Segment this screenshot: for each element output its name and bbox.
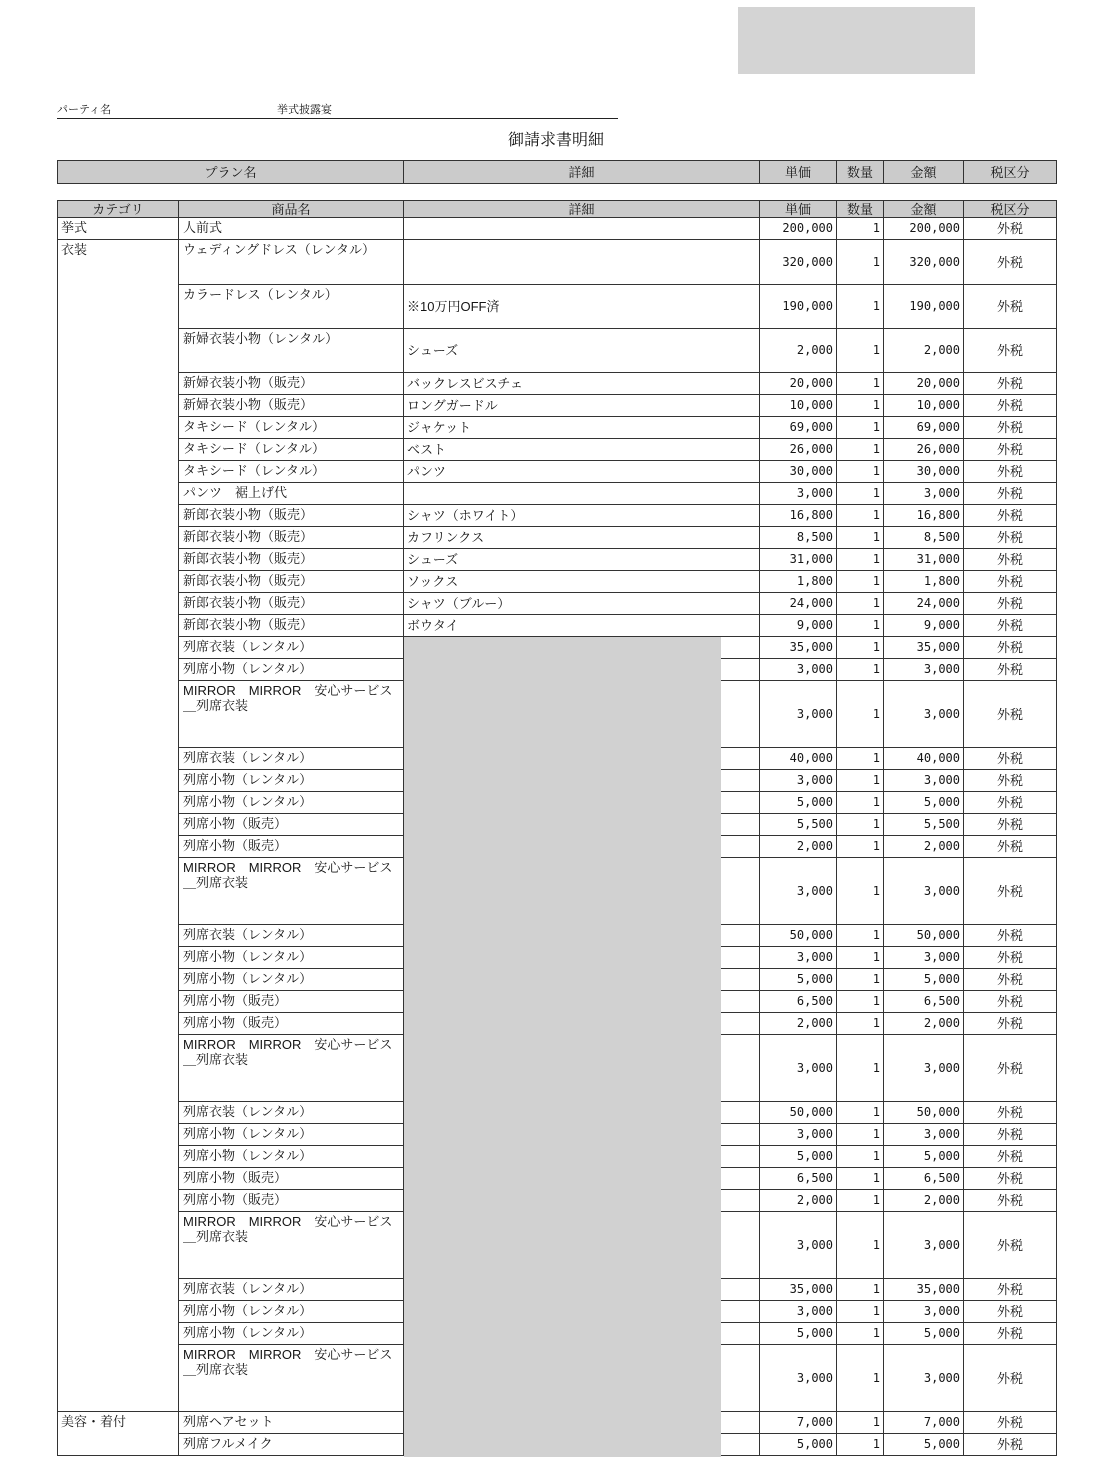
cell-unit-price: 190,000 — [759, 284, 837, 329]
cell-tax-type: 外税 — [963, 769, 1057, 792]
cell-unit-price: 50,000 — [759, 1101, 837, 1124]
cell-tax-type: 外税 — [963, 1189, 1057, 1212]
cell-amount: 3,000 — [883, 1300, 964, 1323]
redaction-block-top — [738, 7, 975, 74]
cell-quantity: 1 — [836, 284, 884, 329]
cell-tax-type: 外税 — [963, 548, 1057, 571]
cell-product-name: 列席小物（販売） — [178, 1012, 404, 1035]
cell-quantity: 1 — [836, 769, 884, 792]
cell-product-name: 列席小物（レンタル） — [178, 1145, 404, 1168]
cell-product-name: 列席小物（販売） — [178, 990, 404, 1013]
cell-amount: 3,000 — [883, 769, 964, 792]
cell-product-name: 列席小物（レンタル） — [178, 1123, 404, 1146]
cell-tax-type: 外税 — [963, 636, 1057, 659]
table-row — [178, 548, 1057, 571]
cell-quantity: 1 — [836, 1012, 884, 1035]
cell-unit-price: 3,000 — [759, 946, 837, 969]
cell-quantity: 1 — [836, 614, 884, 637]
cell-product-name: 列席衣装（レンタル） — [178, 1278, 404, 1301]
cell-amount: 3,000 — [883, 658, 964, 681]
cell-amount: 5,000 — [883, 791, 964, 814]
cell-tax-type: 外税 — [963, 217, 1057, 240]
cell-product-name: カラードレス（レンタル） — [178, 284, 404, 329]
cell-tax-type: 外税 — [963, 835, 1057, 858]
header-tax-type: 税区分 — [963, 200, 1057, 218]
cell-product-name: 列席衣装（レンタル） — [178, 924, 404, 947]
header-unit-price: 単価 — [759, 200, 837, 218]
header-product-name: 商品名 — [178, 200, 404, 218]
cell-quantity: 1 — [836, 438, 884, 461]
cell-tax-type: 外税 — [963, 504, 1057, 527]
cell-tax-type: 外税 — [963, 924, 1057, 947]
cell-quantity: 1 — [836, 680, 884, 748]
cell-product-name: 新婦衣装小物（レンタル） — [178, 328, 404, 373]
cell-unit-price: 40,000 — [759, 747, 837, 770]
cell-amount: 5,000 — [883, 968, 964, 991]
cell-detail: シューズ — [403, 548, 760, 571]
cell-unit-price: 5,500 — [759, 813, 837, 836]
cell-tax-type: 外税 — [963, 438, 1057, 461]
party-name-value: 挙式披露宴 — [277, 104, 332, 116]
cell-unit-price: 31,000 — [759, 548, 837, 571]
cell-unit-price: 8,500 — [759, 526, 837, 549]
cell-quantity: 1 — [836, 1433, 884, 1456]
cell-quantity: 1 — [836, 835, 884, 858]
cell-tax-type: 外税 — [963, 680, 1057, 748]
party-name-line — [57, 102, 618, 119]
table-row — [178, 592, 1057, 615]
cell-detail: ジャケット — [403, 416, 760, 439]
cell-product-name: MIRROR MIRROR 安心サービス ＿列席衣装 — [178, 1344, 404, 1412]
cell-product-name: MIRROR MIRROR 安心サービス ＿列席衣装 — [178, 1034, 404, 1102]
cell-category: 美容・着付 — [57, 1411, 179, 1456]
cell-amount: 40,000 — [883, 747, 964, 770]
cell-product-name: 列席フルメイク — [178, 1433, 404, 1456]
table-row — [178, 460, 1057, 483]
cell-product-name: 列席衣装（レンタル） — [178, 1101, 404, 1124]
cell-unit-price: 1,800 — [759, 570, 837, 593]
cell-tax-type: 外税 — [963, 1012, 1057, 1035]
cell-tax-type: 外税 — [963, 813, 1057, 836]
cell-quantity: 1 — [836, 526, 884, 549]
cell-product-name: 列席小物（販売） — [178, 813, 404, 836]
cell-product-name: 新郎衣装小物（販売） — [178, 614, 404, 637]
cell-detail: ソックス — [403, 570, 760, 593]
cell-product-name: タキシード（レンタル） — [178, 460, 404, 483]
cell-quantity: 1 — [836, 1167, 884, 1190]
cell-product-name: 列席小物（レンタル） — [178, 946, 404, 969]
cell-amount: 3,000 — [883, 857, 964, 925]
cell-tax-type: 外税 — [963, 946, 1057, 969]
cell-quantity: 1 — [836, 1278, 884, 1301]
cell-product-name: 列席小物（レンタル） — [178, 1300, 404, 1323]
cell-amount: 3,000 — [883, 1123, 964, 1146]
table-row — [178, 328, 1057, 373]
cell-amount: 320,000 — [883, 239, 964, 285]
cell-quantity: 1 — [836, 658, 884, 681]
cell-amount: 24,000 — [883, 592, 964, 615]
cell-tax-type: 外税 — [963, 1167, 1057, 1190]
header-quantity: 数量 — [836, 200, 884, 218]
cell-unit-price: 6,500 — [759, 1167, 837, 1190]
cell-quantity: 1 — [836, 1145, 884, 1168]
cell-unit-price: 320,000 — [759, 239, 837, 285]
cell-quantity: 1 — [836, 548, 884, 571]
cell-quantity: 1 — [836, 482, 884, 505]
cell-quantity: 1 — [836, 791, 884, 814]
cell-quantity: 1 — [836, 1189, 884, 1212]
cell-tax-type: 外税 — [963, 747, 1057, 770]
cell-amount: 30,000 — [883, 460, 964, 483]
cell-unit-price: 20,000 — [759, 372, 837, 395]
table-row — [178, 394, 1057, 417]
cell-tax-type: 外税 — [963, 658, 1057, 681]
cell-product-name: ウェディングドレス（レンタル） — [178, 239, 404, 285]
cell-quantity: 1 — [836, 416, 884, 439]
cell-unit-price: 50,000 — [759, 924, 837, 947]
cell-tax-type: 外税 — [963, 791, 1057, 814]
cell-detail: シューズ — [403, 328, 760, 373]
cell-quantity: 1 — [836, 570, 884, 593]
cell-detail: ベスト — [403, 438, 760, 461]
cell-detail: ボウタイ — [403, 614, 760, 637]
cell-tax-type: 外税 — [963, 526, 1057, 549]
cell-quantity: 1 — [836, 946, 884, 969]
plan-header-detail: 詳細 — [403, 160, 760, 184]
table-row — [178, 482, 1057, 505]
cell-quantity: 1 — [836, 592, 884, 615]
cell-detail: ロングガードル — [403, 394, 760, 417]
cell-unit-price: 16,800 — [759, 504, 837, 527]
cell-tax-type: 外税 — [963, 1322, 1057, 1345]
table-row — [178, 239, 1057, 285]
cell-quantity: 1 — [836, 217, 884, 240]
cell-product-name: 列席小物（販売） — [178, 835, 404, 858]
cell-unit-price: 3,000 — [759, 857, 837, 925]
cell-amount: 3,000 — [883, 1344, 964, 1412]
cell-unit-price: 3,000 — [759, 1034, 837, 1102]
cell-tax-type: 外税 — [963, 968, 1057, 991]
cell-tax-type: 外税 — [963, 1034, 1057, 1102]
cell-quantity: 1 — [836, 636, 884, 659]
cell-product-name: MIRROR MIRROR 安心サービス ＿列席衣装 — [178, 680, 404, 748]
cell-amount: 190,000 — [883, 284, 964, 329]
cell-amount: 6,500 — [883, 1167, 964, 1190]
cell-product-name: 新婦衣装小物（販売） — [178, 394, 404, 417]
cell-product-name: 列席小物（レンタル） — [178, 791, 404, 814]
cell-tax-type: 外税 — [963, 1211, 1057, 1279]
cell-product-name: 列席小物（販売） — [178, 1167, 404, 1190]
cell-quantity: 1 — [836, 747, 884, 770]
table-row — [178, 614, 1057, 637]
cell-product-name: タキシード（レンタル） — [178, 416, 404, 439]
cell-unit-price: 7,000 — [759, 1411, 837, 1434]
cell-product-name: 新婦衣装小物（販売） — [178, 372, 404, 395]
cell-unit-price: 5,000 — [759, 1322, 837, 1345]
cell-unit-price: 5,000 — [759, 1433, 837, 1456]
plan-header-unit-price: 単価 — [759, 160, 837, 184]
cell-product-name: 新郎衣装小物（販売） — [178, 592, 404, 615]
cell-detail: シャツ（ブルー） — [403, 592, 760, 615]
cell-tax-type: 外税 — [963, 1411, 1057, 1434]
party-name-label: パーティ名 — [57, 104, 112, 116]
cell-tax-type: 外税 — [963, 239, 1057, 285]
cell-amount: 5,500 — [883, 813, 964, 836]
cell-quantity: 1 — [836, 1300, 884, 1323]
document-title: 御請求書明細 — [507, 132, 604, 149]
cell-product-name: パンツ 裾上げ代 — [178, 482, 404, 505]
cell-unit-price: 2,000 — [759, 1189, 837, 1212]
cell-amount: 5,000 — [883, 1322, 964, 1345]
cell-unit-price: 3,000 — [759, 482, 837, 505]
cell-unit-price: 5,000 — [759, 968, 837, 991]
cell-tax-type: 外税 — [963, 328, 1057, 373]
cell-product-name: タキシード（レンタル） — [178, 438, 404, 461]
cell-quantity: 1 — [836, 1101, 884, 1124]
cell-amount: 50,000 — [883, 1101, 964, 1124]
table-row — [178, 217, 1057, 240]
cell-tax-type: 外税 — [963, 592, 1057, 615]
cell-quantity: 1 — [836, 1034, 884, 1102]
table-row — [178, 416, 1057, 439]
table-row — [178, 284, 1057, 329]
cell-category: 衣装 — [57, 239, 179, 1412]
cell-product-name: MIRROR MIRROR 安心サービス ＿列席衣装 — [178, 857, 404, 925]
cell-unit-price: 3,000 — [759, 1344, 837, 1412]
cell-quantity: 1 — [836, 813, 884, 836]
cell-amount: 69,000 — [883, 416, 964, 439]
cell-amount: 2,000 — [883, 1189, 964, 1212]
cell-product-name: 新郎衣装小物（販売） — [178, 548, 404, 571]
cell-detail: バックレスビスチェ — [403, 372, 760, 395]
cell-detail — [403, 482, 760, 505]
cell-quantity: 1 — [836, 460, 884, 483]
cell-quantity: 1 — [836, 394, 884, 417]
cell-amount: 7,000 — [883, 1411, 964, 1434]
cell-amount: 9,000 — [883, 614, 964, 637]
cell-quantity: 1 — [836, 990, 884, 1013]
plan-header-quantity: 数量 — [836, 160, 884, 184]
cell-amount: 31,000 — [883, 548, 964, 571]
cell-category: 挙式 — [57, 217, 179, 240]
cell-product-name: 列席衣装（レンタル） — [178, 747, 404, 770]
cell-tax-type: 外税 — [963, 1278, 1057, 1301]
cell-quantity: 1 — [836, 857, 884, 925]
cell-detail — [403, 217, 760, 240]
header-amount: 金額 — [883, 200, 964, 218]
cell-tax-type: 外税 — [963, 460, 1057, 483]
cell-amount: 5,000 — [883, 1433, 964, 1456]
cell-unit-price: 3,000 — [759, 680, 837, 748]
cell-product-name: MIRROR MIRROR 安心サービス ＿列席衣装 — [178, 1211, 404, 1279]
cell-amount: 3,000 — [883, 680, 964, 748]
cell-unit-price: 5,000 — [759, 1145, 837, 1168]
cell-tax-type: 外税 — [963, 284, 1057, 329]
cell-tax-type: 外税 — [963, 1300, 1057, 1323]
cell-tax-type: 外税 — [963, 857, 1057, 925]
cell-unit-price: 3,000 — [759, 1211, 837, 1279]
cell-unit-price: 24,000 — [759, 592, 837, 615]
cell-amount: 10,000 — [883, 394, 964, 417]
cell-unit-price: 3,000 — [759, 658, 837, 681]
plan-header-tax-type: 税区分 — [963, 160, 1057, 184]
plan-header-plan-name: プラン名 — [57, 160, 404, 184]
cell-unit-price: 5,000 — [759, 791, 837, 814]
cell-unit-price: 3,000 — [759, 1300, 837, 1323]
redaction-block-detail-column — [404, 637, 721, 1457]
cell-unit-price: 6,500 — [759, 990, 837, 1013]
cell-detail: パンツ — [403, 460, 760, 483]
cell-quantity: 1 — [836, 1123, 884, 1146]
cell-product-name: 列席ヘアセット — [178, 1411, 404, 1434]
cell-tax-type: 外税 — [963, 372, 1057, 395]
cell-amount: 8,500 — [883, 526, 964, 549]
cell-detail: カフリンクス — [403, 526, 760, 549]
cell-unit-price: 26,000 — [759, 438, 837, 461]
cell-amount: 16,800 — [883, 504, 964, 527]
cell-detail: シャツ（ホワイト） — [403, 504, 760, 527]
cell-unit-price: 3,000 — [759, 1123, 837, 1146]
cell-unit-price: 200,000 — [759, 217, 837, 240]
cell-amount: 1,800 — [883, 570, 964, 593]
table-row — [178, 570, 1057, 593]
cell-product-name: 列席小物（レンタル） — [178, 769, 404, 792]
cell-amount: 50,000 — [883, 924, 964, 947]
cell-tax-type: 外税 — [963, 614, 1057, 637]
cell-amount: 200,000 — [883, 217, 964, 240]
cell-product-name: 列席小物（レンタル） — [178, 658, 404, 681]
cell-unit-price: 2,000 — [759, 328, 837, 373]
cell-tax-type: 外税 — [963, 1101, 1057, 1124]
cell-amount: 3,000 — [883, 482, 964, 505]
header-detail: 詳細 — [403, 200, 760, 218]
cell-unit-price: 2,000 — [759, 1012, 837, 1035]
cell-tax-type: 外税 — [963, 482, 1057, 505]
cell-product-name: 新郎衣装小物（販売） — [178, 570, 404, 593]
cell-amount: 35,000 — [883, 636, 964, 659]
cell-unit-price: 10,000 — [759, 394, 837, 417]
cell-unit-price: 35,000 — [759, 636, 837, 659]
cell-quantity: 1 — [836, 968, 884, 991]
cell-product-name: 列席小物（販売） — [178, 1189, 404, 1212]
cell-quantity: 1 — [836, 924, 884, 947]
cell-tax-type: 外税 — [963, 1433, 1057, 1456]
cell-quantity: 1 — [836, 1344, 884, 1412]
cell-tax-type: 外税 — [963, 1344, 1057, 1412]
cell-amount: 35,000 — [883, 1278, 964, 1301]
cell-amount: 3,000 — [883, 1034, 964, 1102]
cell-product-name: 列席小物（レンタル） — [178, 968, 404, 991]
cell-amount: 20,000 — [883, 372, 964, 395]
cell-tax-type: 外税 — [963, 416, 1057, 439]
cell-tax-type: 外税 — [963, 394, 1057, 417]
cell-amount: 6,500 — [883, 990, 964, 1013]
cell-product-name: 列席小物（レンタル） — [178, 1322, 404, 1345]
cell-quantity: 1 — [836, 328, 884, 373]
cell-quantity: 1 — [836, 1322, 884, 1345]
cell-unit-price: 35,000 — [759, 1278, 837, 1301]
table-row — [178, 504, 1057, 527]
cell-unit-price: 9,000 — [759, 614, 837, 637]
cell-tax-type: 外税 — [963, 1123, 1057, 1146]
table-row — [178, 526, 1057, 549]
cell-amount: 3,000 — [883, 1211, 964, 1279]
cell-tax-type: 外税 — [963, 570, 1057, 593]
table-row — [178, 438, 1057, 461]
cell-unit-price: 69,000 — [759, 416, 837, 439]
cell-unit-price: 30,000 — [759, 460, 837, 483]
cell-detail: ※10万円OFF済 — [403, 284, 760, 329]
cell-unit-price: 3,000 — [759, 769, 837, 792]
cell-tax-type: 外税 — [963, 1145, 1057, 1168]
cell-product-name: 新郎衣装小物（販売） — [178, 526, 404, 549]
cell-quantity: 1 — [836, 239, 884, 285]
cell-amount: 3,000 — [883, 946, 964, 969]
cell-unit-price: 2,000 — [759, 835, 837, 858]
cell-tax-type: 外税 — [963, 990, 1057, 1013]
cell-quantity: 1 — [836, 1411, 884, 1434]
cell-product-name: 列席衣装（レンタル） — [178, 636, 404, 659]
cell-quantity: 1 — [836, 372, 884, 395]
cell-amount: 2,000 — [883, 835, 964, 858]
cell-amount: 5,000 — [883, 1145, 964, 1168]
cell-detail — [403, 239, 760, 285]
table-row — [178, 372, 1057, 395]
cell-amount: 26,000 — [883, 438, 964, 461]
cell-quantity: 1 — [836, 504, 884, 527]
cell-amount: 2,000 — [883, 1012, 964, 1035]
header-category: カテゴリ — [57, 200, 179, 218]
cell-product-name: 人前式 — [178, 217, 404, 240]
plan-header-amount: 金額 — [883, 160, 964, 184]
cell-quantity: 1 — [836, 1211, 884, 1279]
cell-product-name: 新郎衣装小物（販売） — [178, 504, 404, 527]
cell-amount: 2,000 — [883, 328, 964, 373]
